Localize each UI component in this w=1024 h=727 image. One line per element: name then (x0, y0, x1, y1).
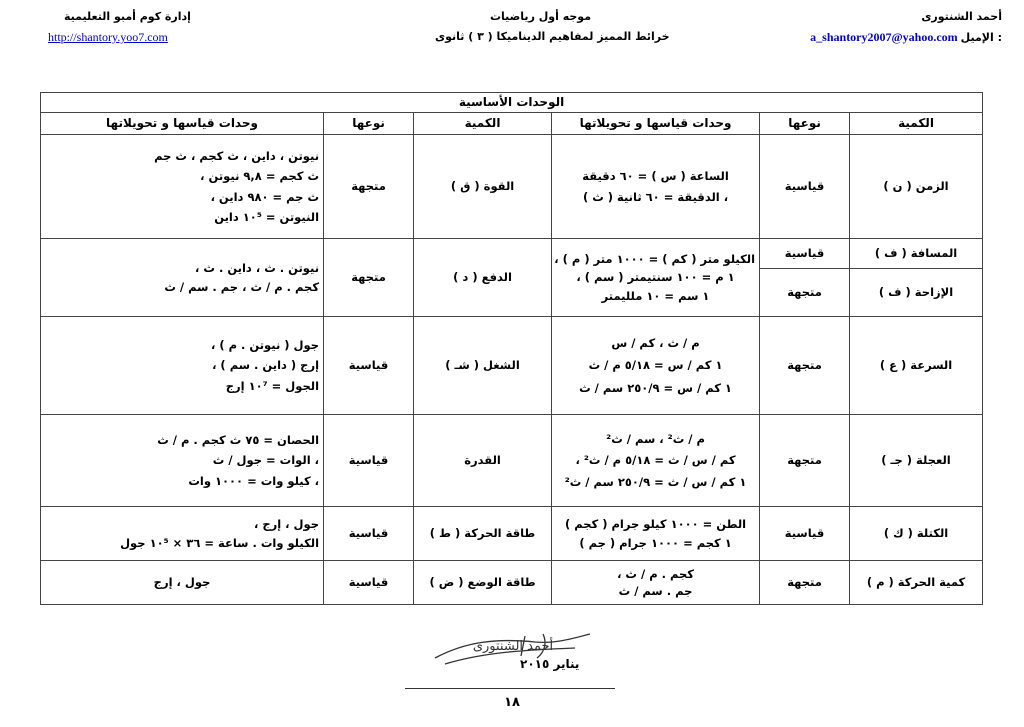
units-cell: جول ، إرج (41, 561, 324, 605)
quantity-cell: طاقة الحركة ( ط ) (414, 507, 552, 561)
type-cell: متجهة (324, 239, 414, 317)
table-row (41, 561, 983, 605)
units-cell: الطن = ١٠٠٠ كيلو جرام ( كجم ) ١ كجم = ١٠٠٠ جرام ( جم ) (552, 507, 760, 561)
quantity-cell: العجلة ( جـ ) (850, 415, 983, 507)
footer-divider (405, 688, 615, 689)
table-row (41, 507, 983, 561)
type-cell: قياسية (760, 507, 850, 561)
email-line (810, 30, 1002, 45)
table-row (41, 415, 983, 507)
units-cell: نيوتن . ث ، داين . ث ، كجم . م / ث ، جم . سم / ث (41, 239, 324, 317)
units-cell: نيوتن ، داين ، ث كجم ، ث جم ث كجم = ٩,٨ نيوتن ، ث جم = ٩٨٠ داين ، النيوتن = ١٠⁵ داين (41, 135, 324, 239)
type-cell: قياسية (760, 135, 850, 239)
website-link[interactable]: http://shantory.yoo7.com (48, 30, 168, 44)
quantity-cell: كمية الحركة ( م ) (850, 561, 983, 605)
type-cell: متجهة (760, 317, 850, 415)
quantity-cell: القوة ( ق ) (414, 135, 552, 239)
email-label: الإميل : (960, 31, 1002, 44)
units-cell: الكيلو متر ( كم ) = ١٠٠٠ متر ( م ) ، ١ م = ١٠٠ سنتيمتر ( سم ) ، ١ سم = ١٠ ملليمتر (552, 239, 760, 317)
units-table (40, 92, 983, 605)
table-row (41, 135, 983, 239)
header-quantity: الكمية (850, 113, 983, 135)
header-quantity: الكمية (414, 113, 552, 135)
type-cell: متجهة (760, 415, 850, 507)
table-caption: الوحدات الأساسية (41, 93, 983, 113)
quantity-cell: الشغل ( شـ ) (414, 317, 552, 415)
email-address[interactable]: a_shantory2007@yahoo.com (810, 30, 958, 44)
org-name: إدارة كوم أمبو التعليمية (64, 10, 191, 23)
type-cell: متجهة (760, 561, 850, 605)
signature-name: أحمد الشنتورى (472, 639, 554, 654)
type-cell: قياسية (760, 239, 850, 269)
quantity-cell: طاقة الوضع ( ض ) (414, 561, 552, 605)
table-row (41, 239, 983, 269)
page-number: ١٨ (504, 695, 520, 710)
header-type: نوعها (324, 113, 414, 135)
quantity-cell: الكتلة ( ك ) (850, 507, 983, 561)
quantity-cell: الزمن ( ن ) (850, 135, 983, 239)
quantity-cell: القدرة (414, 415, 552, 507)
page-subtitle: خرائط المميز لمفاهيم الديناميكا ( ٣ ) ثانوى (435, 30, 670, 43)
subject-title: موجه أول رياضيات (490, 10, 592, 23)
units-cell: م / ث² ، سم / ث² كم / س / ث = ٥/١٨ م / ث² ، ١ كم / س / ث = ٢٥٠/٩ سم / ث² (552, 415, 760, 507)
units-cell: الحصان = ٧٥ ث كجم . م / ث ، الوات = جول / ث ، كيلو وات = ١٠٠٠ وات (41, 415, 324, 507)
type-cell: قياسية (324, 507, 414, 561)
quantity-cell: الدفع ( د ) (414, 239, 552, 317)
header-units: وحدات قياسها و تحويلاتها (41, 113, 324, 135)
units-cell: كجم . م / ث ، جم . سم / ث (552, 561, 760, 605)
header-type: نوعها (760, 113, 850, 135)
type-cell: قياسية (324, 415, 414, 507)
author-name: أحمد الشنتورى (921, 10, 1002, 23)
header-units: وحدات قياسها و تحويلاتها (552, 113, 760, 135)
units-cell: الساعة ( س ) = ٦٠ دقيقة ، الدقيقة = ٦٠ ثانية ( ث ) (552, 135, 760, 239)
signature-date: يناير ٢٠١٥ (520, 657, 580, 671)
units-cell: جول ، إرج ، الكيلو وات . ساعة = ٣٦ × ١٠⁵ جول (41, 507, 324, 561)
type-cell: قياسية (324, 561, 414, 605)
quantity-cell: السرعة ( ع ) (850, 317, 983, 415)
type-cell: قياسية (324, 317, 414, 415)
type-cell: متجهة (760, 269, 850, 317)
quantity-cell: الإزاحة ( ف ) (850, 269, 983, 317)
units-cell: جول ( نيوتن . م ) ، إرج ( داين . سم ) ، الجول = ١٠⁷ إرج (41, 317, 324, 415)
quantity-cell: المسافة ( ف ) (850, 239, 983, 269)
table-row (41, 317, 983, 415)
units-cell: م / ث ، كم / س ١ كم / س = ٥/١٨ م / ث ١ كم / س = ٢٥٠/٩ سم / ث (552, 317, 760, 415)
type-cell: متجهة (324, 135, 414, 239)
